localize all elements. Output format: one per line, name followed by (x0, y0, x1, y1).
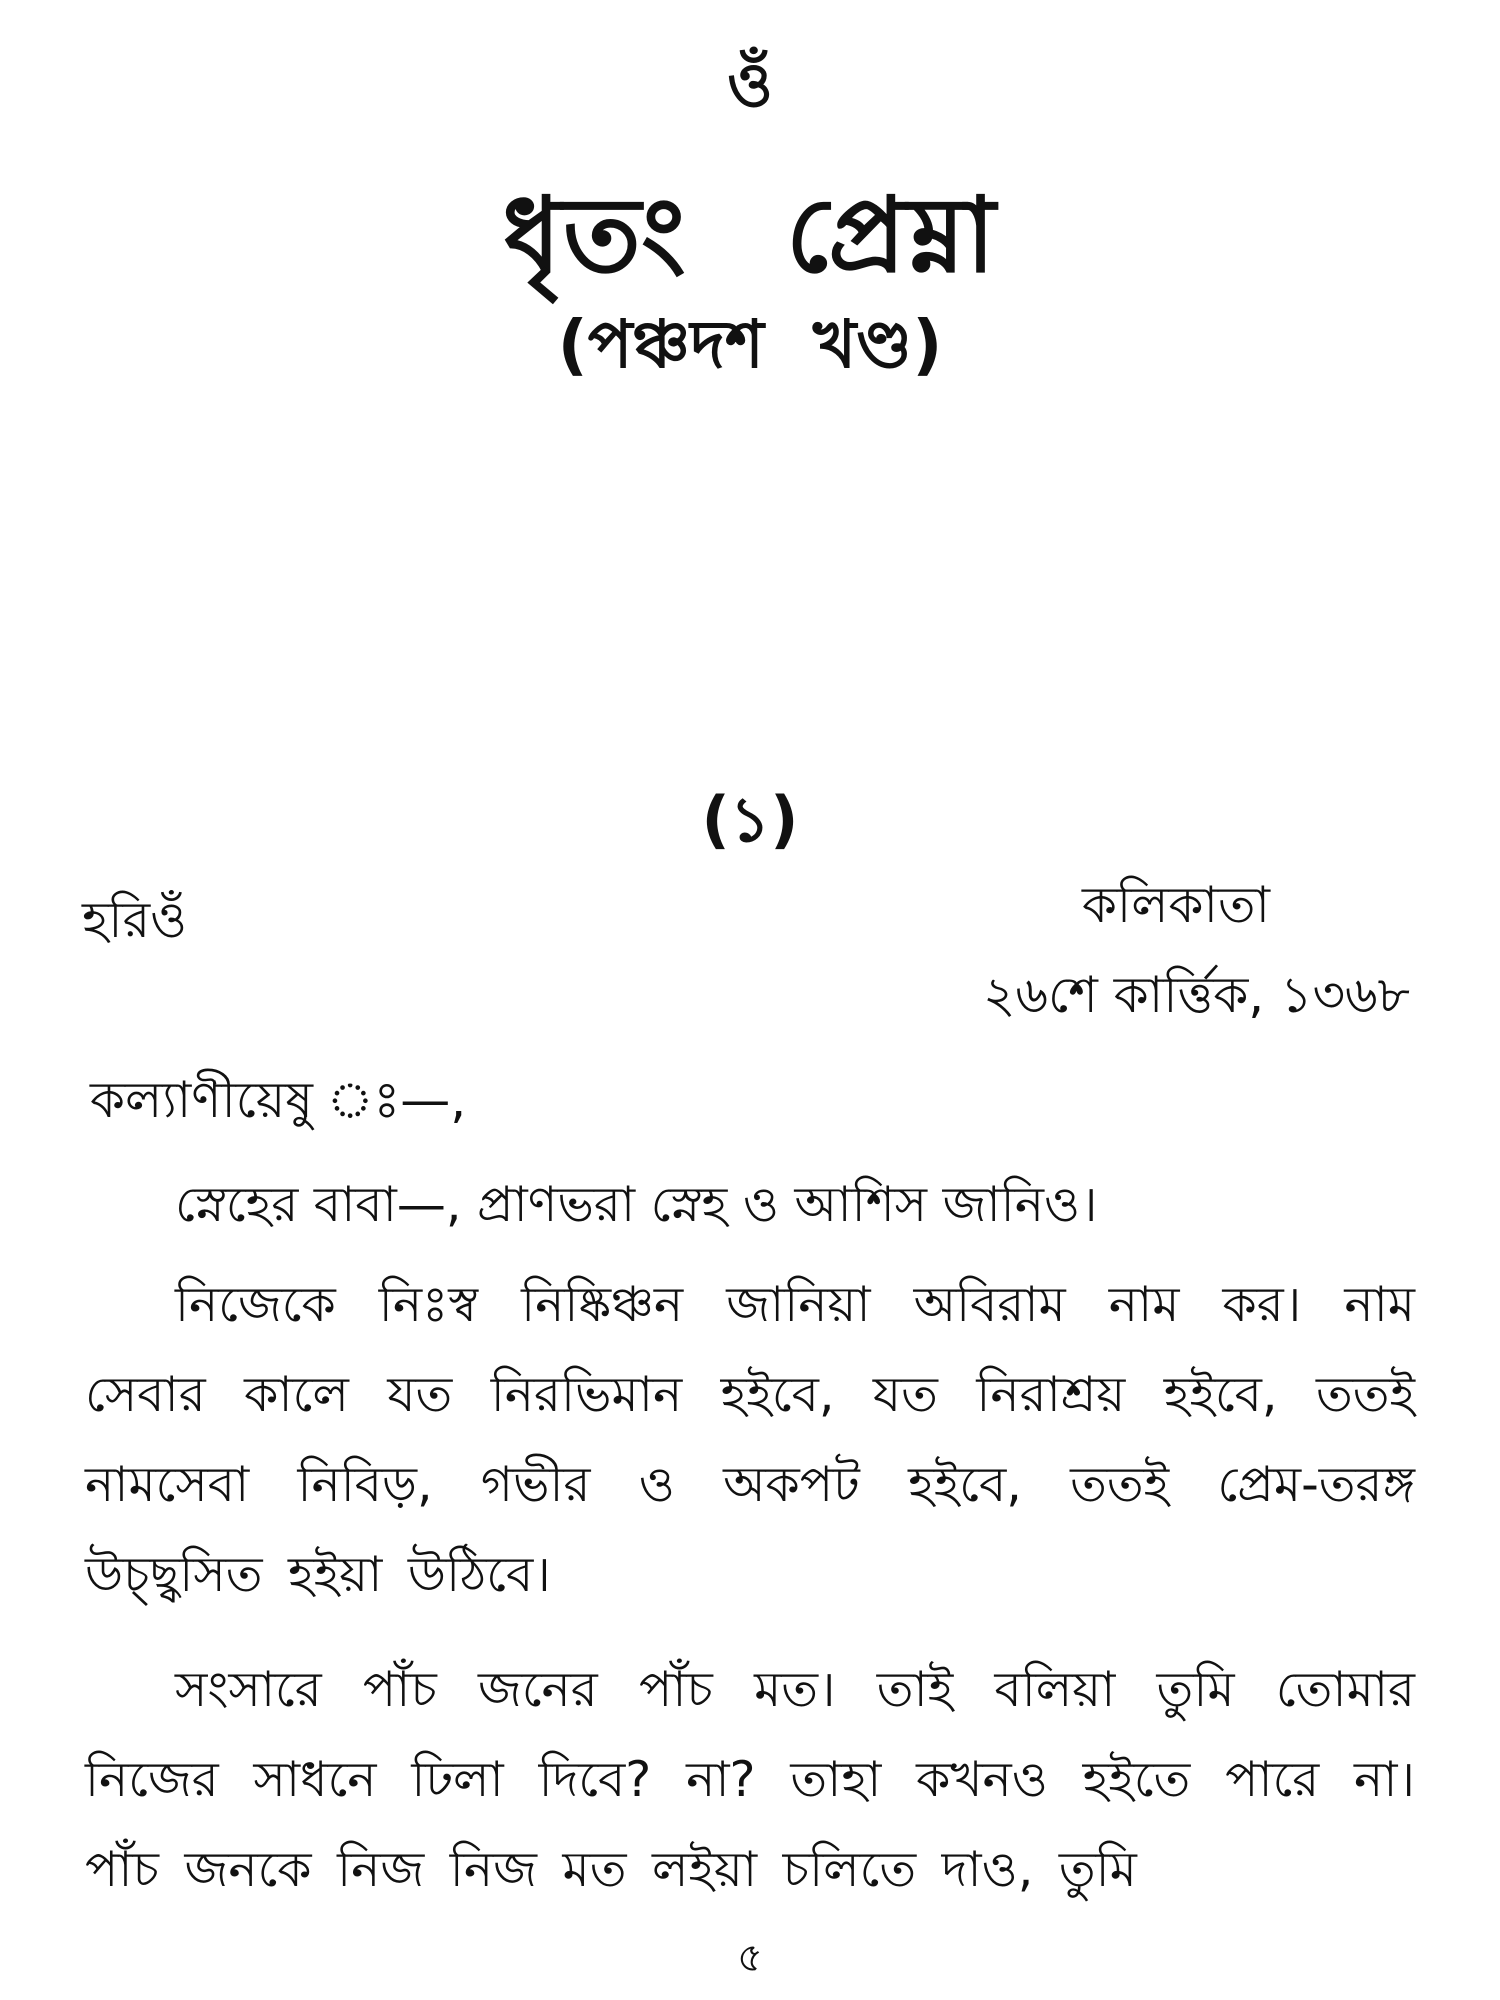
paragraph-greeting: স্নেহের বাবা—, প্রাণভরা স্নেহ ও আশিস জানিও। (175, 1176, 1098, 1233)
book-title: ধৃতং প্রেম্না (502, 174, 998, 296)
invocation-om: ওঁ (727, 48, 773, 121)
volume-subtitle: (পঞ্চদশ খণ্ড) (557, 306, 943, 383)
letter-addressee: কল্যাণীয়েষু ঃ—, (90, 1071, 467, 1129)
letter-salutation: হরিওঁ (82, 891, 187, 949)
page-number: ৫ (737, 1935, 763, 1981)
letter-date: ২৬শে কার্ত্তিক, ১৩৬৮ (982, 966, 1410, 1024)
letter-number: (১) (701, 783, 799, 856)
paragraph-body-2: সংসারে পাঁচ জনের পাঁচ মত। তাই বলিয়া তুমি তোমার নিজের সাধনে ঢিলা দিবে? না? তাহা কখনও হইতে পারে না। পাঁচ জনকে নিজ নিজ মত লইয়া চলিতে দাও, তুমি (85, 1661, 1415, 1898)
paragraph-body-1: নিজেকে নিঃস্ব নিষ্কিঞ্চন জানিয়া অবিরাম নাম কর। নাম সেবার কালে যত নিরভিমান হইবে, যত নিরাশ্রয় হইবে, ততই নামসেবা নিবিড়, গভীর ও অকপট হইবে, ততই প্রেম-তরঙ্গ উচ্ছ্বসিত হইয়া উঠিবে। (85, 1276, 1415, 1603)
letter-place: কলিকাতা (1081, 876, 1270, 934)
